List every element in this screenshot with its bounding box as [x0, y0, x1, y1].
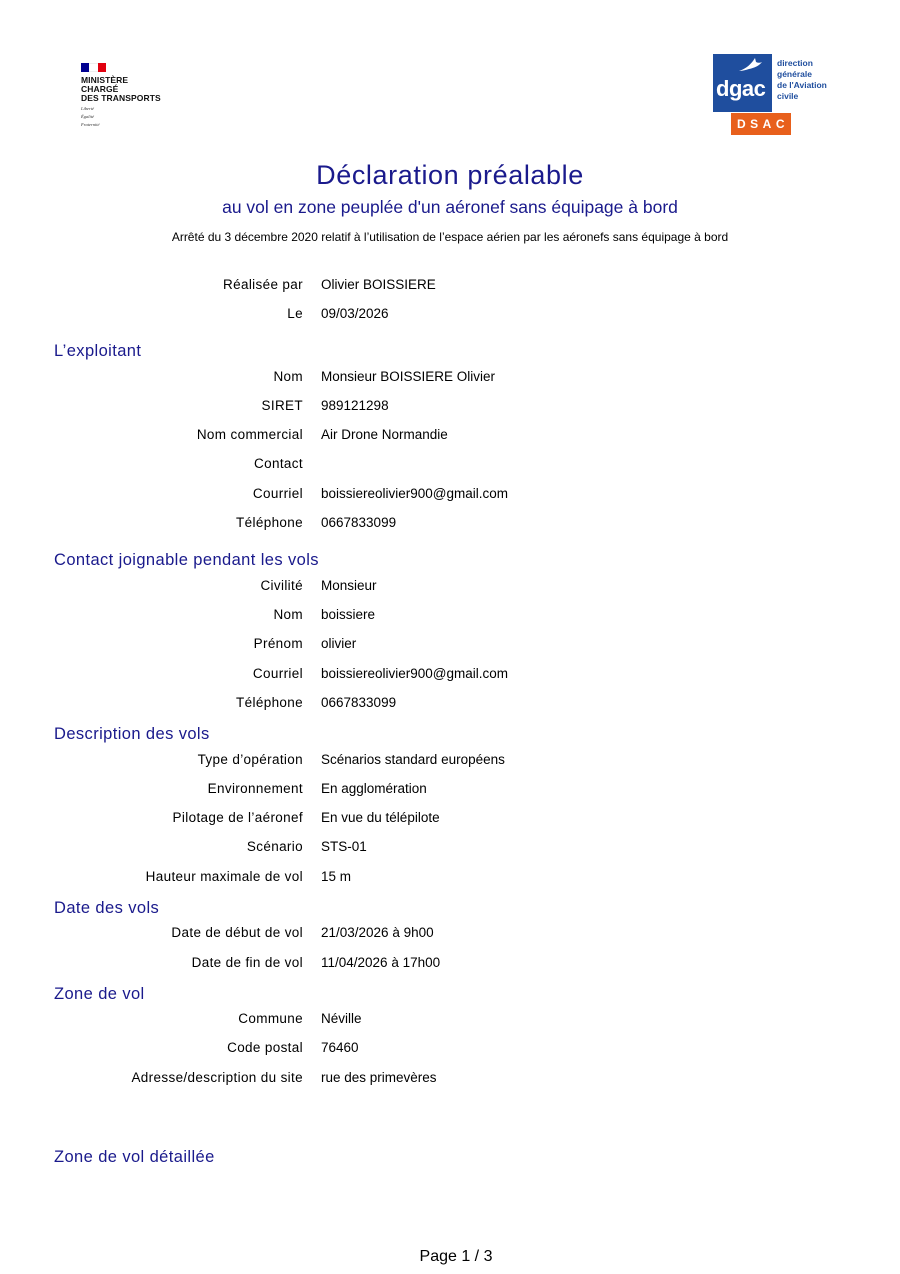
field-label: Commune	[238, 1011, 303, 1026]
field-value: Air Drone Normandie	[321, 427, 448, 442]
field-value: 76460	[321, 1040, 359, 1055]
field-value: En vue du télépilote	[321, 810, 440, 825]
dgac-logo-box	[713, 54, 772, 112]
legal-reference: Arrêté du 3 décembre 2020 relatif à l’utilisation de l’espace aérien par les aéronefs sans équipage à bord	[171, 230, 729, 244]
field-row-code-postal	[0, 1039, 900, 1057]
field-label: Date de fin de vol	[191, 955, 303, 970]
field-label: Type d’opération	[197, 752, 303, 767]
field-row-commune	[0, 1010, 900, 1028]
field-row-contact-nom	[0, 606, 900, 624]
section-heading-exploitant: L’exploitant	[54, 342, 142, 360]
field-row-type-operation	[0, 751, 900, 769]
ministere-line-3: DES TRANSPORTS	[81, 93, 161, 103]
field-value: 15 m	[321, 869, 352, 884]
field-label: Nom	[273, 369, 303, 384]
field-row-contact-prenom	[0, 635, 900, 653]
dgac-wordmark: dgac	[716, 76, 766, 101]
page-subtitle: au vol en zone peuplée d'un aéronef sans équipage à bord	[222, 197, 678, 217]
field-row-pilotage	[0, 809, 900, 827]
field-value: boissiereolivier900@gmail.com	[321, 486, 509, 501]
section-heading-contact: Contact joignable pendant les vols	[54, 551, 319, 569]
field-row-exploitant-courriel	[0, 485, 900, 503]
dgac-side-line-1: direction	[777, 58, 813, 68]
field-row-le	[0, 305, 900, 323]
page-title: Déclaration préalable	[316, 160, 584, 190]
field-row-exploitant-siret	[0, 397, 900, 415]
field-value: 0667833099	[321, 515, 397, 530]
dgac-side-line-4: civile	[777, 91, 799, 101]
field-row-exploitant-contact	[0, 455, 900, 473]
dgac-side-line-2: générale	[777, 69, 812, 79]
field-label: Courriel	[252, 486, 303, 501]
section-heading-zone: Zone de vol	[54, 985, 145, 1003]
bird-icon	[737, 57, 763, 75]
ministere-line-1: MINISTÈRE	[81, 75, 129, 85]
field-row-date-fin	[0, 954, 900, 972]
field-value: Monsieur BOISSIERE Olivier	[321, 369, 496, 384]
dgac-logo	[713, 54, 833, 136]
field-value: STS-01	[321, 839, 367, 854]
field-label: Téléphone	[236, 695, 303, 710]
section-heading-description: Description des vols	[54, 725, 210, 743]
field-row-date-debut	[0, 924, 900, 942]
field-row-exploitant-telephone	[0, 514, 900, 532]
field-label: Prénom	[253, 636, 303, 651]
field-row-exploitant-nom	[0, 368, 900, 386]
field-row-exploitant-nom-commercial	[0, 426, 900, 444]
field-label: Scénario	[246, 839, 303, 854]
field-value: olivier	[321, 636, 357, 651]
field-label: Date de début de vol	[171, 925, 303, 940]
section-heading-dates: Date des vols	[54, 899, 160, 917]
field-label: Code postal	[227, 1040, 303, 1055]
field-label: Contact	[254, 456, 303, 471]
field-label: Adresse/description du site	[131, 1070, 303, 1085]
ministere-motto-2: Égalité	[81, 114, 94, 119]
field-row-environnement	[0, 780, 900, 798]
marianne-flag-icon	[81, 63, 106, 72]
ministere-motto-3: Fraternité	[81, 122, 100, 127]
field-value: 0667833099	[321, 695, 397, 710]
section-heading-zone-detail: Zone de vol détaillée	[54, 1148, 215, 1166]
field-value: Monsieur	[321, 578, 377, 593]
field-value: En agglomération	[321, 781, 427, 796]
field-row-contact-civilite	[0, 577, 900, 595]
field-value: Scénarios standard européens	[321, 752, 505, 767]
field-value: rue des primevères	[321, 1070, 437, 1085]
field-row-hauteur-max	[0, 868, 900, 886]
field-value: Olivier BOISSIERE	[321, 277, 436, 292]
dgac-side-line-3: de l'Aviation	[777, 80, 827, 90]
field-row-adresse	[0, 1069, 900, 1087]
ministere-line-2: CHARGÉ	[81, 84, 119, 94]
field-label: Hauteur maximale de vol	[145, 869, 303, 884]
page-number: Page 1 / 3	[419, 1248, 493, 1265]
field-value: 21/03/2026 à 9h00	[321, 925, 434, 940]
field-row-scenario	[0, 838, 900, 856]
field-label: Téléphone	[236, 515, 303, 530]
field-label: Pilotage de l’aéronef	[172, 810, 303, 825]
field-row-contact-courriel	[0, 665, 900, 683]
field-value: 11/04/2026 à 17h00	[321, 955, 441, 970]
ministere-logo	[81, 63, 191, 127]
field-label: Civilité	[260, 578, 303, 593]
field-value: Néville	[321, 1011, 362, 1026]
ministere-motto-1: Liberté	[81, 106, 94, 111]
dgac-side-text	[777, 58, 827, 102]
field-label: SIRET	[261, 398, 303, 413]
field-row-realisee-par	[0, 276, 900, 294]
dsac-badge: DSAC	[731, 113, 791, 135]
field-value: 989121298	[321, 398, 389, 413]
field-value: boissiere	[321, 607, 376, 622]
field-label: Environnement	[207, 781, 303, 796]
field-row-contact-telephone	[0, 694, 900, 712]
field-label: Nom commercial	[196, 427, 303, 442]
field-value: 09/03/2026	[321, 306, 389, 321]
field-label: Réalisée par	[223, 277, 303, 292]
field-label: Courriel	[252, 666, 303, 681]
field-label: Le	[287, 306, 303, 321]
field-value: boissiereolivier900@gmail.com	[321, 666, 509, 681]
field-label: Nom	[273, 607, 303, 622]
